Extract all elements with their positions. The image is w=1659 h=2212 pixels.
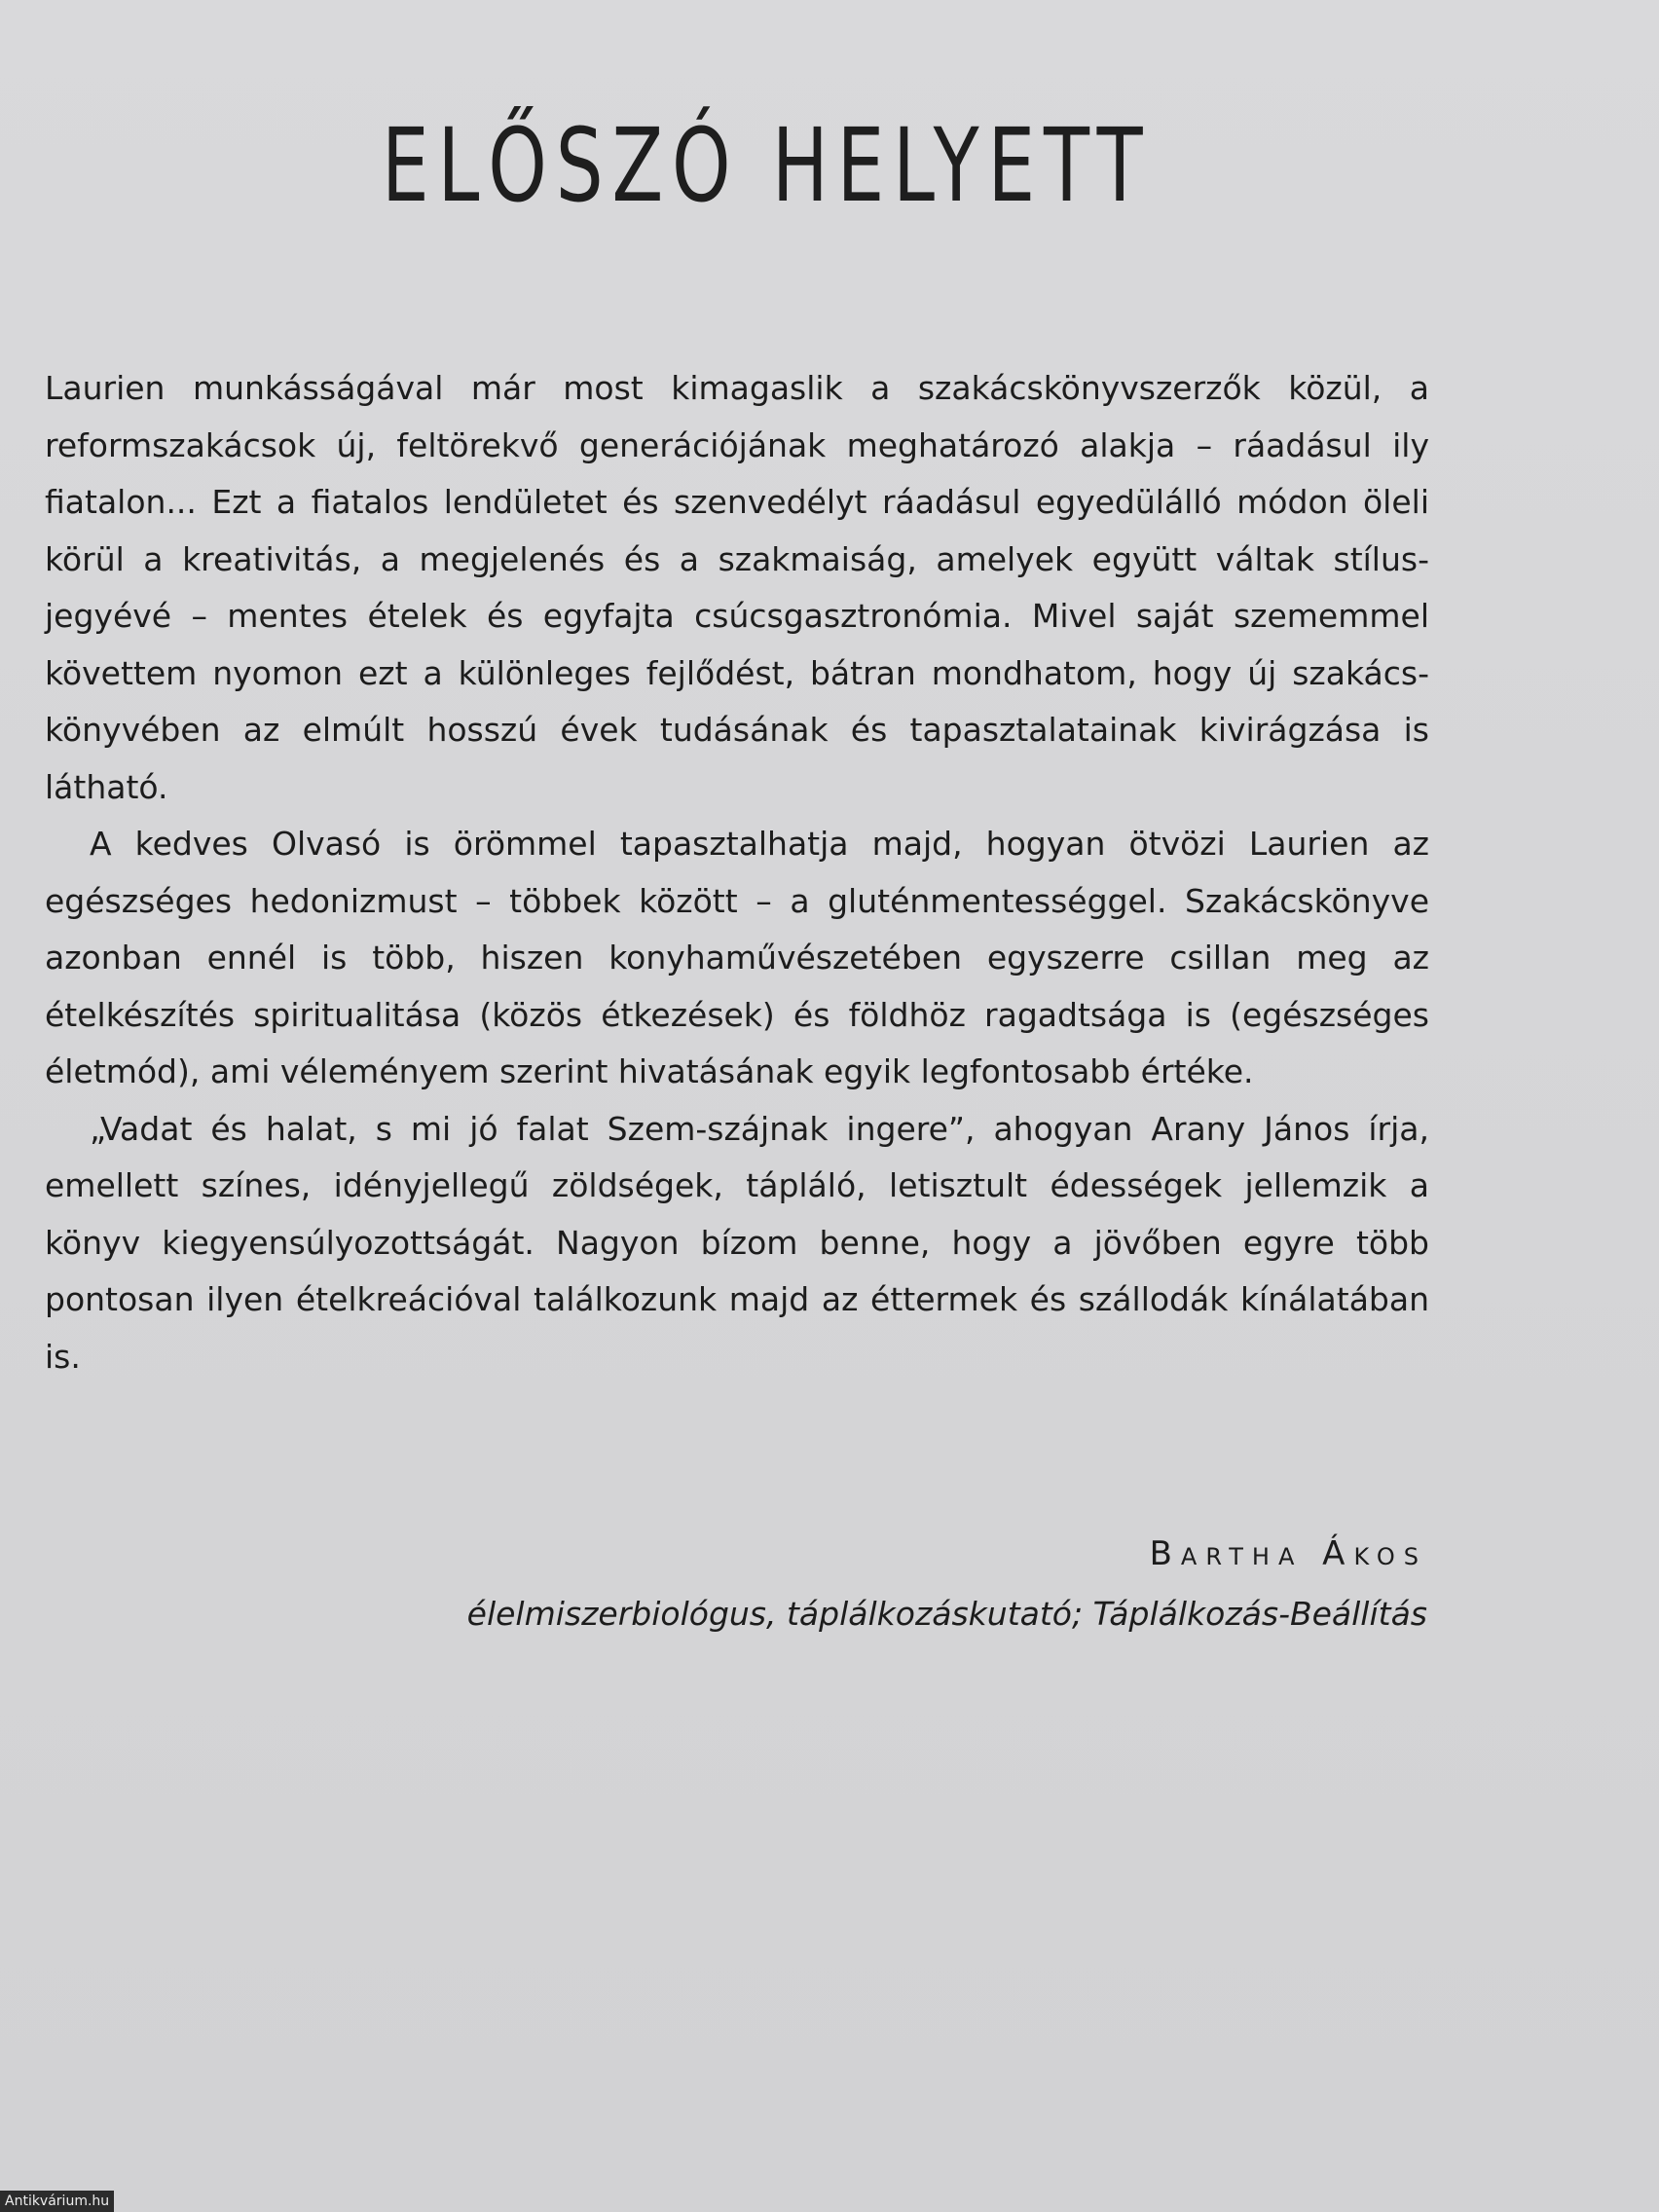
page-title: ELŐSZÓ HELYETT [382,106,1152,225]
paragraph-1: Laurien munkásságával már most kimagaslik a szakácskönyvszerzők közül, a reformszakácsok új, feltörekvő generációjának meghatározó alakja – ráadásul ily fiatalon... Ezt a fiatalos lendületet és szenvedélyt ráadásul egyedülálló módon öleli körül a kreativitás, a megjelenés és a szakmaiság, amelyek együtt váltak stílusjegyévé – mentes ételek és egyfajta csúcsgasztronómia. Mivel saját szememmel követtem nyomon ezt a különleges fejlődést, bátran mondhatom, hogy új szakácskönyvében az elmúlt hosszú évek tudásának és tapasztalatainak kivirágzása is látható. [45,369,1429,806]
signature-block [467,1534,1427,1634]
body-text [45,360,1429,1385]
author-role: élelmiszerbiológus, táplálkozáskutató; Táplálkozás-Beállítás [466,1595,1427,1633]
paragraph-2: A kedves Olvasó is örömmel tapasztalhatja majd, hogyan ötvözi Laurien az egészséges hedonizmust – többek között – a gluténmentességgel. Szakácskönyve azonban ennél is több, hiszen konyhaművészetében egyszerre csillan meg az ételkészítés spiritualitása (közös étkezések) és földhöz ragadtsága is (egészséges életmód), ami véleményem szerint hivatásának egyik legfontosabb értéke. [45,825,1429,1090]
paragraph-3: „Vadat és halat, s mi jó falat Szem-szájnak ingere”, ahogyan Arany János írja, emellett színes, idényjellegű zöldségek, tápláló, letisztult édességek jellemzik a könyv kiegyensúlyozottságát. Nagyon bízom benne, hogy a jövőben egyre több pontosan ilyen ételkreációval találkozunk majd az éttermek és szállodák kínálatában is. [45,1109,1429,1376]
watermark: Antikvárium.hu [0,2191,114,2212]
author-name: Bartha Ákos [1149,1534,1427,1573]
